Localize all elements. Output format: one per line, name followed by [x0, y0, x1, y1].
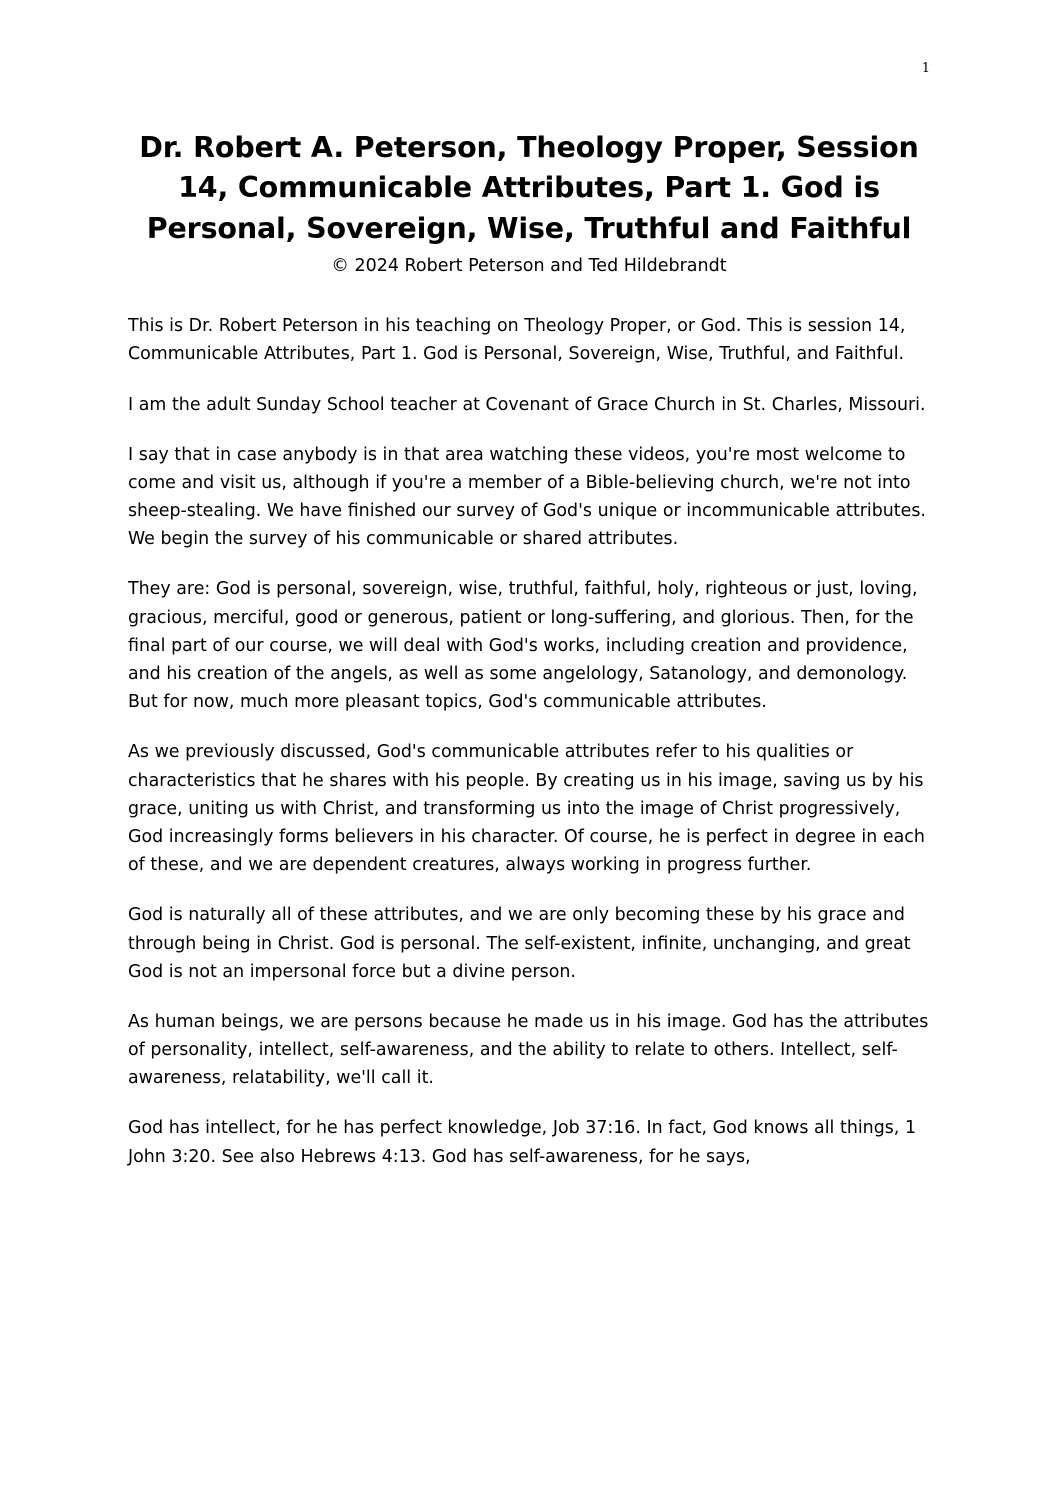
paragraph: God has intellect, for he has perfect knowledge, Job 37:16. In fact, God knows all things, 1 John 3:20. See also Hebrews 4:13. God has self-awareness, for he says,	[128, 1118, 917, 1167]
paragraph: This is Dr. Robert Peterson in his teaching on Theology Proper, or God. This is session 14, Communicable Attributes, Part 1. God is Personal, Sovereign, Wise, Truthful, and Faithful.	[128, 316, 906, 365]
document-body	[128, 312, 930, 1171]
paragraph: I am the adult Sunday School teacher at Covenant of Grace Church in St. Charles, Missouri.	[128, 394, 926, 415]
page-title: Dr. Robert A. Peterson, Theology Proper, Session 14, Communicable Attributes, Part 1. God is Personal, Sovereign, Wise, Truthful and Faithful	[139, 131, 919, 245]
page-number: 1	[921, 61, 930, 76]
paragraph: As we previously discussed, God's communicable attributes refer to his qualities or characteristics that he shares with his people. By creating us in his image, saving us by his grace, uniting us with Christ, and transforming us into the image of Christ progressively, God increasingly forms believers in his character. Of course, he is perfect in degree in each of these, and we are dependent creatures, always working in progress further.	[128, 742, 925, 876]
copyright-line: © 2024 Robert Peterson and Ted Hildebrandt	[331, 256, 727, 277]
paragraph: They are: God is personal, sovereign, wise, truthful, faithful, holy, righteous or just, loving, gracious, merciful, good or generous, patient or long-suffering, and glorious. Then, for the final part of our course, we will deal with God's works, including creation and providence, and his creation of the angels, as well as some angelology, Satanology, and demonology. But for now, much more pleasant topics, God's communicable attributes.	[128, 579, 918, 713]
paragraph: God is naturally all of these attributes, and we are only becoming these by his grace and through being in Christ. God is personal. The self-existent, infinite, unchanging, and great God is not an impersonal force but a divine person.	[128, 905, 911, 982]
paragraph: I say that in case anybody is in that area watching these videos, you're most welcome to come and visit us, although if you're a member of a Bible-believing church, we're not into sheep-stealing. We have finished our survey of God's unique or incommunicable attributes. We begin the survey of his communicable or shared attributes.	[128, 444, 926, 550]
paragraph: As human beings, we are persons because he made us in his image. God has the attributes of personality, intellect, self-awareness, and the ability to relate to others. Intellect, self-awareness, relatability, we'll call it.	[128, 1011, 929, 1089]
